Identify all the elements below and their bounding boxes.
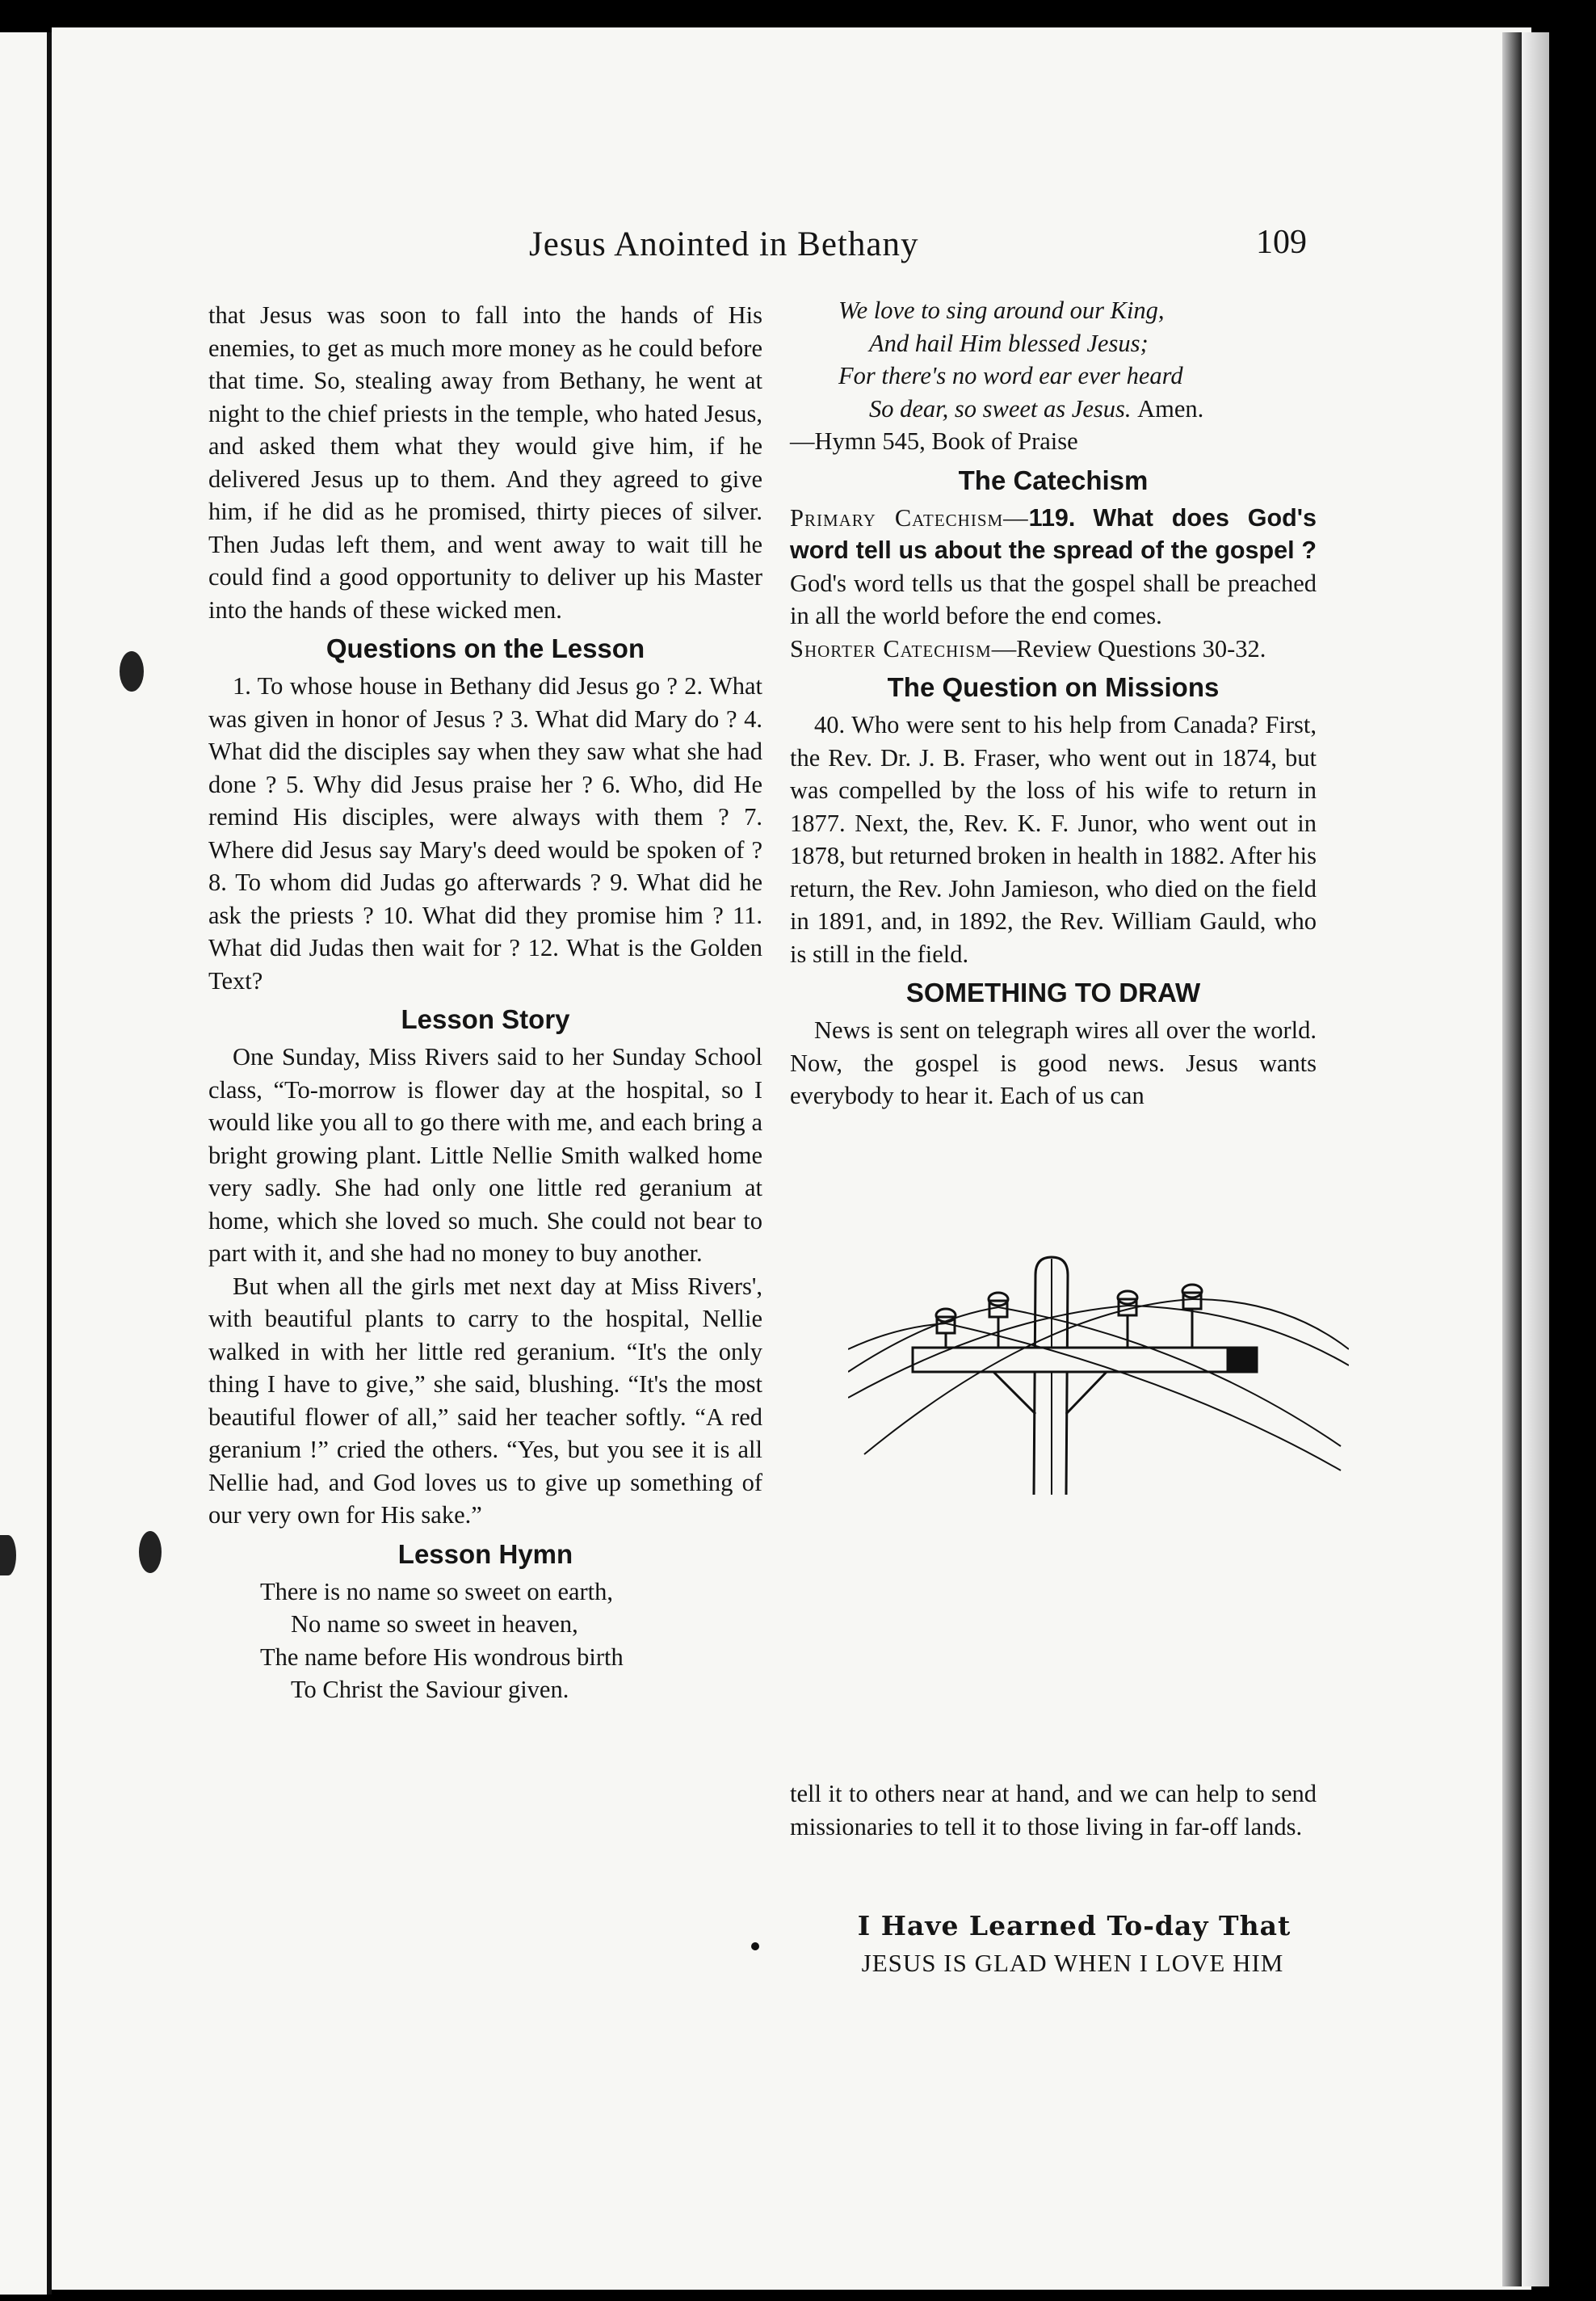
missions-heading: The Question on Missions xyxy=(887,672,1220,702)
primary-catechism xyxy=(790,502,1317,633)
catechism-heading: The Catechism xyxy=(958,465,1149,495)
intro-paragraph: that Jesus was soon to fall into the hands of His enemies, to get as much more money as he could before that time. So, stealing away from Bethany, he went at night to the chief priests in the temple, who hated Jesus, and asked them what they would give him, if he delivered Jesus up to them. And they agreed to give him, if he did as he promised, thirty pieces of silver. Then Judas left them, and went away to wait till he could find a good opportunity to deliver up his Master into the hands of these wicked men. xyxy=(208,301,762,624)
poem-line: We love to sing around our King, xyxy=(838,297,1165,324)
right-column xyxy=(790,294,1317,1113)
left-column xyxy=(208,299,762,1706)
binding-hole xyxy=(120,651,144,692)
primary-catechism-question: What does God's word tell us about the spread of the gospel ? xyxy=(790,503,1317,564)
draw-text: News is sent on telegraph wires all over the world. Now, the gospel is good news. Jesus wants everybody to hear it. Each of us can xyxy=(790,1016,1317,1109)
hymn-verse xyxy=(208,1575,762,1706)
poem-verse xyxy=(790,294,1317,425)
poem-line: So dear, so sweet as Jesus. xyxy=(869,394,1132,423)
draw-heading: SOMETHING TO DRAW xyxy=(905,978,1201,1007)
hymn-line: No name so sweet in heaven, xyxy=(291,1610,578,1638)
binding-hole xyxy=(139,1531,162,1573)
learned-motto: JESUS IS GLAD WHEN I LOVE HIM xyxy=(861,1949,1284,1977)
primary-catechism-label: Primary Catechism— xyxy=(790,503,1029,532)
hymn-line: To Christ the Saviour given. xyxy=(291,1676,569,1703)
story-paragraph: But when all the girls met next day at Miss Rivers', with beautiful plants to carry to the hospital, Nellie walked in with her little red geranium. “It's the only thing I have to give,” she said, blushing. “It's the most beautiful flower of all,” said her teacher softly. “A red geranium !” cried the others. “Yes, but you see it is all Nellie had, and God loves us to give up something of our very own for His sake.” xyxy=(208,1272,762,1529)
questions-heading: Questions on the Lesson xyxy=(326,633,645,663)
hymn-line: The name before His wondrous birth xyxy=(260,1643,624,1671)
poem-line: For there's no word ear ever heard xyxy=(838,362,1183,389)
adjacent-page-edge xyxy=(0,32,52,2295)
learned-heading: I Have Learned To-day That xyxy=(857,1910,1292,1941)
primary-catechism-number: 119. xyxy=(1028,503,1076,532)
missions-text: 40. Who were sent to his help from Canada? First, the Rev. Dr. J. B. Fraser, who went out in 1874, but was compelled by the loss of his wife to return in 1877. Next, the, Rev. K. F. Junor, who went out in 1878, but returned broken in health in 1882. After his return, the Rev. John Jamieson, who died on the field in 1891, and, in 1892, the Rev. William Gauld, who is still in the field. xyxy=(790,711,1317,968)
hymn-heading: Lesson Hymn xyxy=(397,1538,573,1569)
story-paragraph: One Sunday, Miss Rivers said to her Sunday School class, “To-morrow is flower day at the hospital, so I would like you all to go there with me, and each bring a bright growing plant. Little Nellie Smith walked home very sadly. She had only one little red geranium at home, which she loved so much. She could not bear to part with it, and she had no money to buy another. xyxy=(208,1043,762,1267)
hymn-reference: —Hymn 545, Book of Praise xyxy=(790,427,1078,455)
primary-catechism-answer: God's word tells us that the gospel shall be preached in all the world before the end comes. xyxy=(790,569,1317,629)
questions-text: 1. To whose house in Bethany did Jesus go ? 2. What was given in honor of Jesus ? 3. What did Mary do ? 4. What did the disciples say when they saw what she had done ? 5. Why did Jesus praise her ? 6. Who, did He remind His disciples, were always with them ? 7. Where did Jesus say Mary's deed would be spoken of ? 8. To whom did Judas go afterwards ? 9. What did he ask the priests ? 10. What did they promise him ? 11. What did Judas then wait for ? 12. What is the Golden Text? xyxy=(208,672,762,995)
telegraph-pole-drawing xyxy=(848,1252,1349,1495)
bullet-mark xyxy=(751,1942,759,1950)
page-edge-strip xyxy=(1522,32,1549,2286)
binding-hole xyxy=(0,1535,16,1575)
shorter-catechism-label: Shorter Catechism xyxy=(790,634,992,663)
shorter-catechism-text: —Review Questions 30-32. xyxy=(991,634,1266,663)
hymn-line: There is no name so sweet on earth, xyxy=(260,1577,614,1605)
story-heading: Lesson Story xyxy=(401,1004,570,1034)
draw-continuation xyxy=(790,1777,1317,1843)
shorter-catechism xyxy=(790,633,1317,666)
draw-continuation-text: tell it to others near at hand, and we can help to send missionaries to tell it to those living in far-off lands. xyxy=(790,1780,1317,1840)
poem-line: And hail Him blessed Jesus; xyxy=(869,329,1149,357)
page-number: 109 xyxy=(1256,224,1307,261)
page-edge-shadow xyxy=(1502,32,1522,2286)
running-title: Jesus Anointed in Bethany xyxy=(529,225,919,263)
poem-amen: Amen. xyxy=(1137,394,1204,423)
